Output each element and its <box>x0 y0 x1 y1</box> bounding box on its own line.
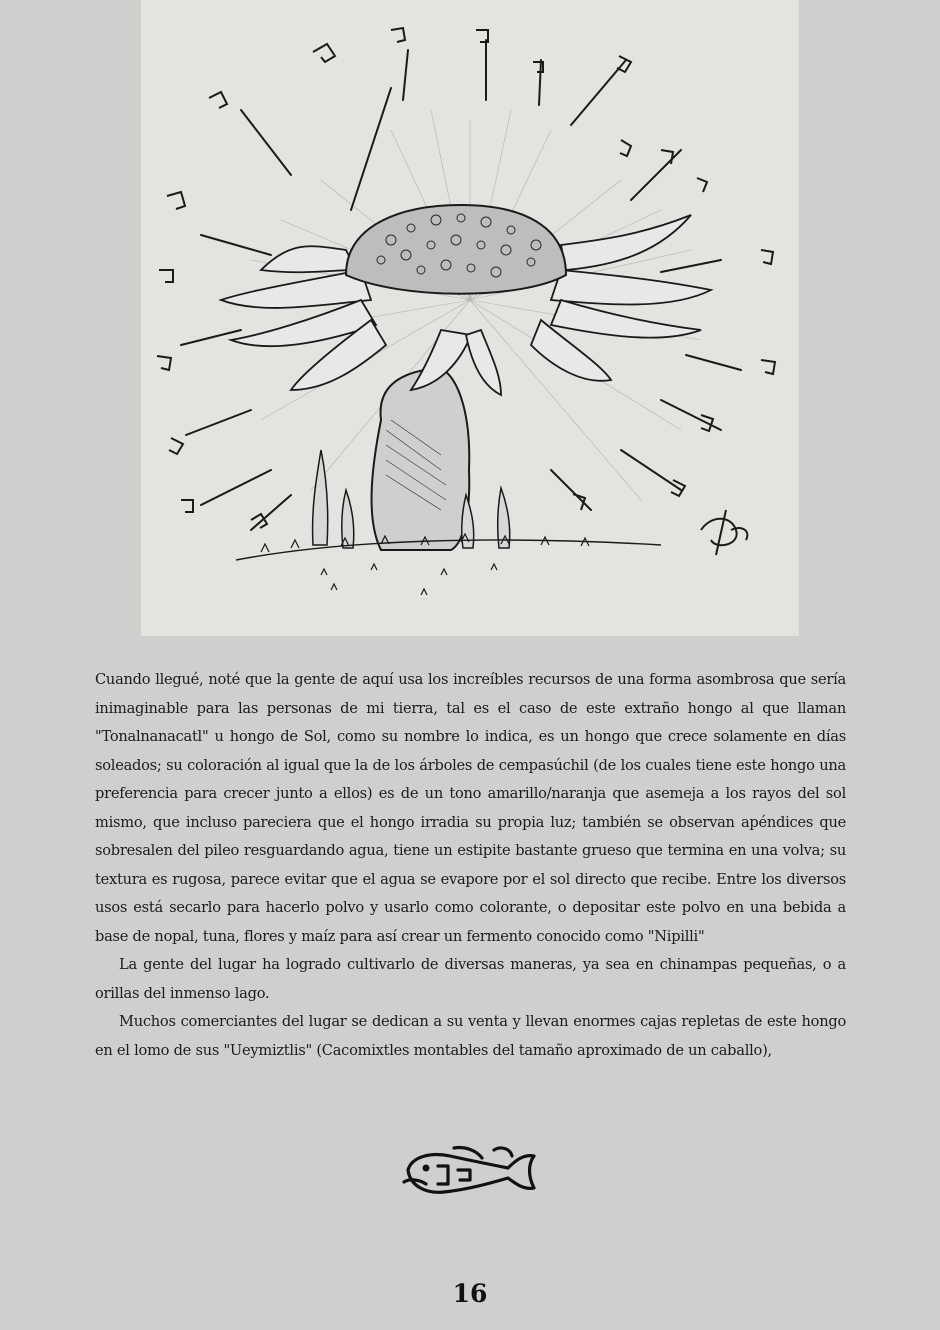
paragraph-1: Cuando llegué, noté que la gente de aquí usa los increíbles recursos de una forma asombrosa que sería inimaginable para las personas de mi tierra, tal es el caso de este extraño hongo al que llaman "Tonalnanacatl" u hongo de Sol, como su nombre lo indica, es un hongo que crece solamente en días soleados; su coloración al igual que la de los árboles de cempasúchil (de los cuales tiene este hongo una preferencia para crecer junto a ellos) es de un tono amarillo/naranja que asemeja a los rayos del sol mismo, que incluso pareciera que el hongo irradia su propia luz; también se observan apéndices que sobresalen del pileo resguardando agua, tiene un estipite bastante grueso que termina en una volva; su textura es rugosa, parece evitar que el agua se evapore por el sol directo que recibe. Entre los diversos usos está secarlo para hacerlo polvo y usarlo como colorante, o depositar este polvo en una bebida a base de nopal, tuna, flores y maíz para así crear un fermento conocido como "Nipilli" <box>95 671 846 945</box>
sun-mushroom-illustration-icon <box>141 0 799 636</box>
paragraph-2: La gente del lugar ha logrado cultivarlo de diversas maneras, ya sea en chinampas pequeñas, o a orillas del inmenso lago. <box>95 956 846 1002</box>
mushroom-illustration <box>141 0 799 636</box>
body-text <box>95 666 846 1065</box>
page-number: 16 <box>452 1279 488 1308</box>
paragraph-3: Muchos comerciantes del lugar se dedican a su venta y llevan enormes cajas repletas de este hongo en el lomo de sus "Ueymiztlis" (Cacomixtles montables del tamaño aproximado de un caballo), <box>95 1013 846 1059</box>
fish-glyph-icon <box>398 1140 542 1204</box>
